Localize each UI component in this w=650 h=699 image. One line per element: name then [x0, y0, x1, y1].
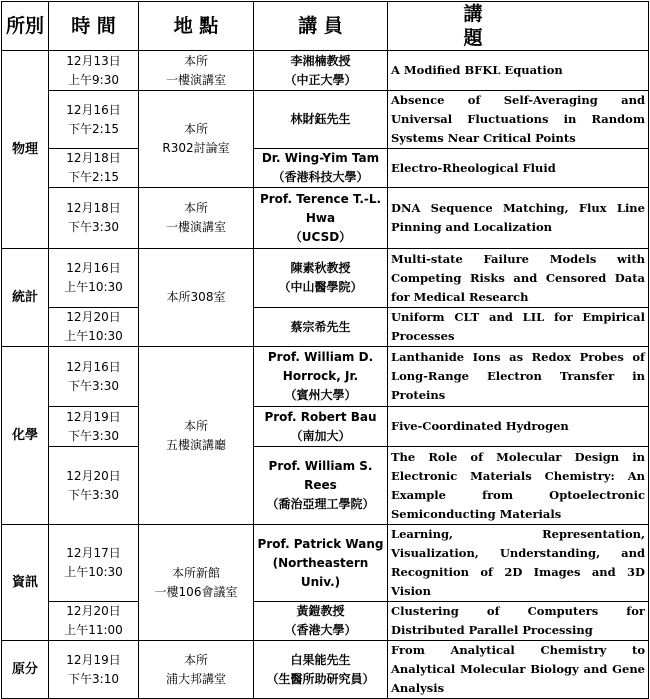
division-statistics: 統計	[2, 249, 49, 347]
table-row	[2, 188, 649, 249]
time-cell: 12月20日 上午11:00	[49, 602, 139, 641]
header-division: 所別	[2, 2, 49, 51]
header-time: 時 間	[49, 2, 139, 51]
table-row	[2, 91, 649, 149]
topic-cell: Clustering of Computers for Distributed Parallel Processing	[388, 602, 649, 641]
header-place: 地 點	[139, 2, 254, 51]
table-row	[2, 249, 649, 308]
speaker-cell: 黃鎧教授 （香港大學）	[254, 602, 388, 641]
place-cell: 本所 一樓演講室	[139, 188, 254, 249]
speaker-cell: 林財鈺先生	[254, 91, 388, 149]
time-cell: 12月16日 上午10:30	[49, 249, 139, 308]
topic-cell: The Role of Molecular Design in Electronic Materials Chemistry: An Example from Optoelectronic Semiconducting Materials	[388, 447, 649, 525]
topic-cell: Absence of Self-Averaging and Universal Fluctuations in Random Systems Near Critical Points	[388, 91, 649, 149]
topic-cell: DNA Sequence Matching, Flux Line Pinning and Localization	[388, 188, 649, 249]
place-cell: 本所 R302討論室	[139, 91, 254, 188]
topic-cell: Uniform CLT and LIL for Empirical Processes	[388, 308, 649, 347]
division-chemistry: 化學	[2, 347, 49, 525]
time-cell: 12月16日 下午2:15	[49, 91, 139, 149]
time-cell: 12月19日 下午3:10	[49, 641, 139, 699]
time-cell: 12月18日 下午3:30	[49, 188, 139, 249]
topic-cell: A Modified BFKL Equation	[388, 51, 649, 91]
topic-cell: Five-Coordinated Hydrogen	[388, 407, 649, 447]
speaker-cell: Prof. Patrick Wang (Northeastern Univ.)	[254, 525, 388, 602]
division-info: 資訊	[2, 525, 49, 641]
time-cell: 12月13日 上午9:30	[49, 51, 139, 91]
table-row	[2, 308, 649, 347]
speaker-cell: Prof. Terence T.-L. Hwa （UCSD）	[254, 188, 388, 249]
speaker-cell: 李湘楠教授 （中正大學）	[254, 51, 388, 91]
place-cell: 本所308室	[139, 249, 254, 347]
table-row	[2, 51, 649, 91]
topic-cell: Electro-Rheological Fluid	[388, 149, 649, 188]
time-cell: 12月19日 下午3:30	[49, 407, 139, 447]
table-row	[2, 149, 649, 188]
table-row	[2, 602, 649, 641]
speaker-cell: Prof. William D. Horrock, Jr. （賓州大學）	[254, 347, 388, 407]
division-physics: 物理	[2, 51, 49, 249]
header-topic: 講 題	[388, 2, 649, 51]
place-cell: 本所 一樓演講室	[139, 51, 254, 91]
speaker-cell: Prof. William S. Rees （喬治亞理工學院）	[254, 447, 388, 525]
table-row	[2, 525, 649, 602]
table-row	[2, 347, 649, 407]
header-row	[2, 2, 649, 51]
time-cell: 12月17日 上午10:30	[49, 525, 139, 602]
speaker-cell: Dr. Wing-Yim Tam （香港科技大學）	[254, 149, 388, 188]
topic-cell: Multi-state Failure Models with Competing Risks and Censored Data for Medical Research	[388, 249, 649, 308]
header-speaker: 講 員	[254, 2, 388, 51]
place-cell: 本所新館 一樓106會議室	[139, 525, 254, 641]
speaker-cell: 白果能先生 （生醫所助研究員）	[254, 641, 388, 699]
time-cell: 12月18日 下午2:15	[49, 149, 139, 188]
division-molbio: 原分	[2, 641, 49, 699]
seminar-schedule-table	[1, 1, 649, 699]
time-cell: 12月20日 上午10:30	[49, 308, 139, 347]
place-cell: 本所 五樓演講廳	[139, 347, 254, 525]
table-row	[2, 447, 649, 525]
topic-cell: Learning, Representation, Visualization, Understanding, and Recognition of 2D Images and 3D Vision	[388, 525, 649, 602]
topic-cell: From Analytical Chemistry to Analytical Molecular Biology and Gene Analysis	[388, 641, 649, 699]
speaker-cell: 陳素秋教授 （中山醫學院）	[254, 249, 388, 308]
place-cell: 本所 浦大邦講堂	[139, 641, 254, 699]
speaker-cell: Prof. Robert Bau （南加大）	[254, 407, 388, 447]
table-row	[2, 641, 649, 699]
time-cell: 12月20日 下午3:30	[49, 447, 139, 525]
table-row	[2, 407, 649, 447]
topic-cell: Lanthanide Ions as Redox Probes of Long-Range Electron Transfer in Proteins	[388, 347, 649, 407]
time-cell: 12月16日 下午3:30	[49, 347, 139, 407]
speaker-cell: 蔡宗希先生	[254, 308, 388, 347]
